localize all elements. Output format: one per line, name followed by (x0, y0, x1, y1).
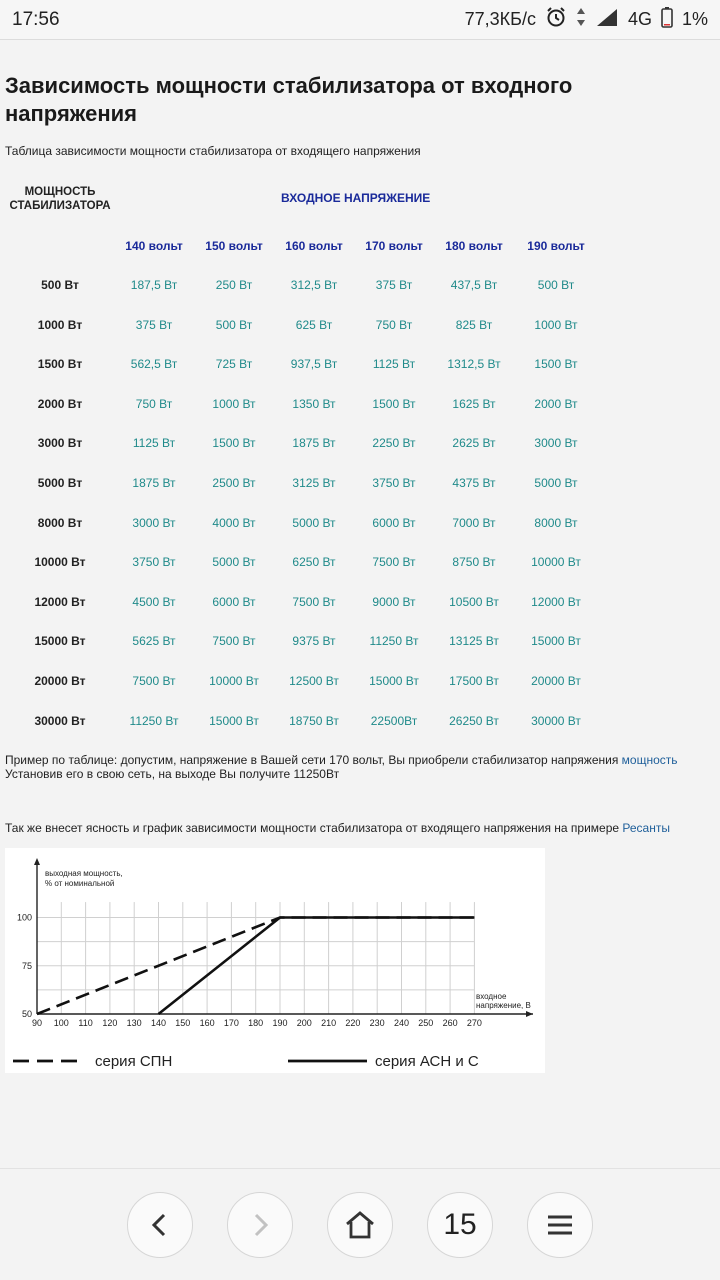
voltage-header: 170 вольт (365, 239, 423, 253)
row-label: 8000 Вт (37, 516, 83, 530)
table-cell: 1000 Вт (212, 397, 256, 411)
table-cell: 2250 Вт (372, 436, 416, 450)
table-cell: 1500 Вт (534, 357, 578, 371)
network-speed: 77,3КБ/с (464, 9, 536, 29)
x-axis-label-line-1: входное (476, 992, 507, 1001)
voltage-header: 180 вольт (445, 239, 503, 253)
table-cell: 11250 Вт (129, 714, 179, 728)
alarm-icon (545, 6, 567, 33)
row-label: 500 Вт (41, 278, 79, 292)
home-button[interactable] (327, 1192, 393, 1258)
x-tick-label: 140 (150, 1018, 167, 1028)
x-tick-label: 100 (53, 1018, 69, 1028)
menu-button[interactable] (527, 1192, 593, 1258)
row-label: 12000 Вт (34, 595, 86, 609)
table-cell: 3000 Вт (534, 436, 578, 450)
table-cell: 8000 Вт (534, 516, 578, 530)
status-time: 17:56 (12, 8, 60, 30)
table-cell: 6000 Вт (372, 516, 416, 530)
table-cell: 22500Вт (370, 714, 418, 728)
page-content[interactable] (0, 40, 720, 1168)
y-axis-label-line-2: % от номинальной (45, 879, 115, 888)
table-cell: 825 Вт (455, 318, 493, 332)
table-cell: 7500 Вт (212, 634, 256, 648)
table-cell: 5000 Вт (292, 516, 336, 530)
table-cell: 562,5 Вт (130, 357, 178, 371)
table-cell: 10000 Вт (531, 555, 581, 569)
table-cell: 2000 Вт (534, 397, 578, 411)
table-cell: 1500 Вт (372, 397, 416, 411)
y-axis-label-line-1: выходная мощность, (45, 869, 123, 878)
table-cell: 12000 Вт (531, 595, 581, 609)
table-cell: 6000 Вт (212, 595, 256, 609)
table-cell: 6250 Вт (292, 555, 336, 569)
table-cell: 3000 Вт (132, 516, 176, 530)
voltage-header: 150 вольт (205, 239, 263, 253)
voltage-header: 190 вольт (527, 239, 585, 253)
x-tick-label: 170 (223, 1018, 239, 1028)
legend-label-spn: серия СПН (95, 1053, 173, 1070)
status-right (465, 6, 708, 33)
row-label: 15000 Вт (34, 634, 86, 648)
battery-level: 1% (681, 9, 708, 29)
x-axis-arrow (526, 1011, 533, 1017)
back-button[interactable] (127, 1192, 193, 1258)
table-cell: 312,5 Вт (290, 278, 338, 292)
x-tick-label: 250 (418, 1018, 434, 1028)
row-label: 1500 Вт (37, 357, 83, 371)
x-tick-label: 120 (102, 1018, 118, 1028)
table-cell: 10000 Вт (209, 674, 259, 688)
table-cell: 4000 Вт (212, 516, 256, 530)
tabs-button[interactable] (427, 1192, 493, 1258)
table-cell: 26250 Вт (449, 714, 499, 728)
x-tick-label: 180 (248, 1018, 264, 1028)
battery-icon (661, 6, 673, 33)
table-caption: Таблица зависимости мощности стабилизатора от входящего напряжения (5, 144, 421, 158)
menu-icon (546, 1213, 574, 1237)
table-cell: 7500 Вт (132, 674, 176, 688)
table-cell: 30000 Вт (531, 714, 581, 728)
title-line-1: Зависимость мощности стабилизатора от входного (5, 73, 573, 98)
tab-count: 15 (443, 1208, 477, 1241)
table-cell: 750 Вт (375, 318, 413, 332)
table-cell: 20000 Вт (531, 674, 581, 688)
table-cell: 625 Вт (295, 318, 333, 332)
x-tick-label: 220 (345, 1018, 361, 1028)
status-bar (0, 0, 720, 40)
row-label: 3000 Вт (37, 436, 83, 450)
table-cell: 1125 Вт (132, 436, 176, 450)
table-cell: 1500 Вт (212, 436, 256, 450)
table-cell: 5625 Вт (132, 634, 176, 648)
x-tick-label: 190 (272, 1018, 288, 1028)
row-label: 2000 Вт (37, 397, 83, 411)
forward-button[interactable] (227, 1192, 293, 1258)
table-cell: 9000 Вт (372, 595, 416, 609)
signal-icon (595, 7, 619, 32)
table-cell: 1875 Вт (132, 476, 176, 490)
x-tick-label: 240 (393, 1018, 410, 1028)
table-cell: 8750 Вт (452, 555, 496, 569)
y-tick-label: 50 (21, 1009, 32, 1019)
table-cell: 5000 Вт (534, 476, 578, 490)
power-link[interactable]: мощность (621, 753, 678, 767)
chart-intro-paragraph (5, 821, 670, 835)
y-tick-label: 75 (21, 960, 32, 971)
home-icon (344, 1210, 376, 1240)
table-cell: 937,5 Вт (290, 357, 338, 371)
table-cell: 10500 Вт (449, 595, 499, 609)
table-cell: 375 Вт (375, 278, 413, 292)
y-tick-label: 100 (16, 912, 32, 923)
table-cell: 7500 Вт (292, 595, 336, 609)
x-tick-label: 260 (442, 1018, 458, 1028)
table-cell: 4375 Вт (452, 476, 496, 490)
example-line-2: Установив его в свою сеть, на выходе Вы получите 11250Вт (5, 767, 340, 781)
power-header-line-1: МОЩНОСТЬ (24, 186, 96, 198)
x-tick-label: 160 (199, 1018, 215, 1028)
chart-intro-text: Так же внесет ясность и график зависимости мощности стабилизатора от входящего напряжения на примере (5, 821, 623, 835)
table-cell: 13125 Вт (449, 634, 499, 648)
table-cell: 375 Вт (135, 318, 173, 332)
chevron-left-icon (147, 1212, 173, 1238)
table-cell: 1125 Вт (372, 357, 416, 371)
table-cell: 500 Вт (537, 278, 575, 292)
example-paragraph (5, 753, 720, 781)
table-cell: 2625 Вт (452, 436, 496, 450)
table-cell: 500 Вт (215, 318, 253, 332)
x-tick-label: 210 (321, 1018, 337, 1028)
browser-bottom-bar (0, 1168, 720, 1280)
x-tick-label: 270 (466, 1018, 482, 1028)
resanta-link[interactable]: Ресанты (622, 821, 670, 835)
table-cell: 15000 Вт (209, 714, 259, 728)
table-cell: 3750 Вт (372, 476, 416, 490)
table-cell: 1350 Вт (292, 397, 336, 411)
table-cell: 3125 Вт (292, 476, 336, 490)
x-tick-label: 230 (369, 1018, 385, 1028)
table-cell: 3750 Вт (132, 555, 176, 569)
table-cell: 1000 Вт (534, 318, 578, 332)
x-tick-label: 200 (296, 1018, 312, 1028)
data-transfer-icon (576, 6, 586, 33)
table-cell: 750 Вт (135, 397, 173, 411)
example-line-1: Пример по таблице: допустим, напряжение в Вашей сети 170 вольт, Вы приобрели стабилизатор напряжения (5, 753, 622, 767)
row-label: 1000 Вт (37, 318, 83, 332)
input-voltage-header: ВХОДНОЕ НАПРЯЖЕНИЕ (281, 191, 431, 205)
table-cell: 725 Вт (215, 357, 253, 371)
table-cell: 250 Вт (215, 278, 253, 292)
chevron-right-icon (247, 1212, 273, 1238)
table-cell: 15000 Вт (369, 674, 419, 688)
table-cell: 187,5 Вт (130, 278, 178, 292)
voltage-header: 140 вольт (125, 239, 183, 253)
power-header-line-2: СТАБИЛИЗАТОРА (9, 200, 111, 212)
row-label: 30000 Вт (34, 714, 86, 728)
table-cell: 1312,5 Вт (447, 357, 501, 371)
table-cell: 4500 Вт (132, 595, 176, 609)
x-tick-label: 90 (31, 1018, 43, 1028)
table-cell: 11250 Вт (369, 634, 419, 648)
table-cell: 437,5 Вт (450, 278, 498, 292)
network-type: 4G (627, 9, 652, 29)
table-cell: 12500 Вт (289, 674, 339, 688)
power-column-header (0, 185, 120, 213)
power-chart (5, 848, 545, 1073)
x-tick-label: 150 (175, 1018, 191, 1028)
x-axis-label-line-2: напряжение, В (476, 1001, 531, 1010)
x-tick-label: 130 (126, 1018, 142, 1028)
row-label: 5000 Вт (37, 476, 83, 490)
table-cell: 7500 Вт (372, 555, 416, 569)
page-title (5, 72, 705, 128)
voltage-header: 160 вольт (285, 239, 343, 253)
table-cell: 18750 Вт (289, 714, 339, 728)
table-cell: 2500 Вт (212, 476, 256, 490)
title-line-2: напряжения (5, 101, 137, 126)
table-cell: 15000 Вт (531, 634, 581, 648)
table-cell: 17500 Вт (449, 674, 499, 688)
row-label: 20000 Вт (34, 674, 86, 688)
x-tick-label: 110 (78, 1018, 93, 1028)
row-label: 10000 Вт (34, 555, 86, 569)
table-cell: 9375 Вт (292, 634, 336, 648)
table-cell: 5000 Вт (212, 555, 256, 569)
table-cell: 1875 Вт (292, 436, 336, 450)
legend-label-asn: серия АСН и С (375, 1053, 479, 1070)
chart-svg (5, 848, 545, 1073)
table-cell: 1625 Вт (452, 397, 496, 411)
y-axis-arrow (34, 858, 40, 865)
table-cell: 7000 Вт (452, 516, 496, 530)
